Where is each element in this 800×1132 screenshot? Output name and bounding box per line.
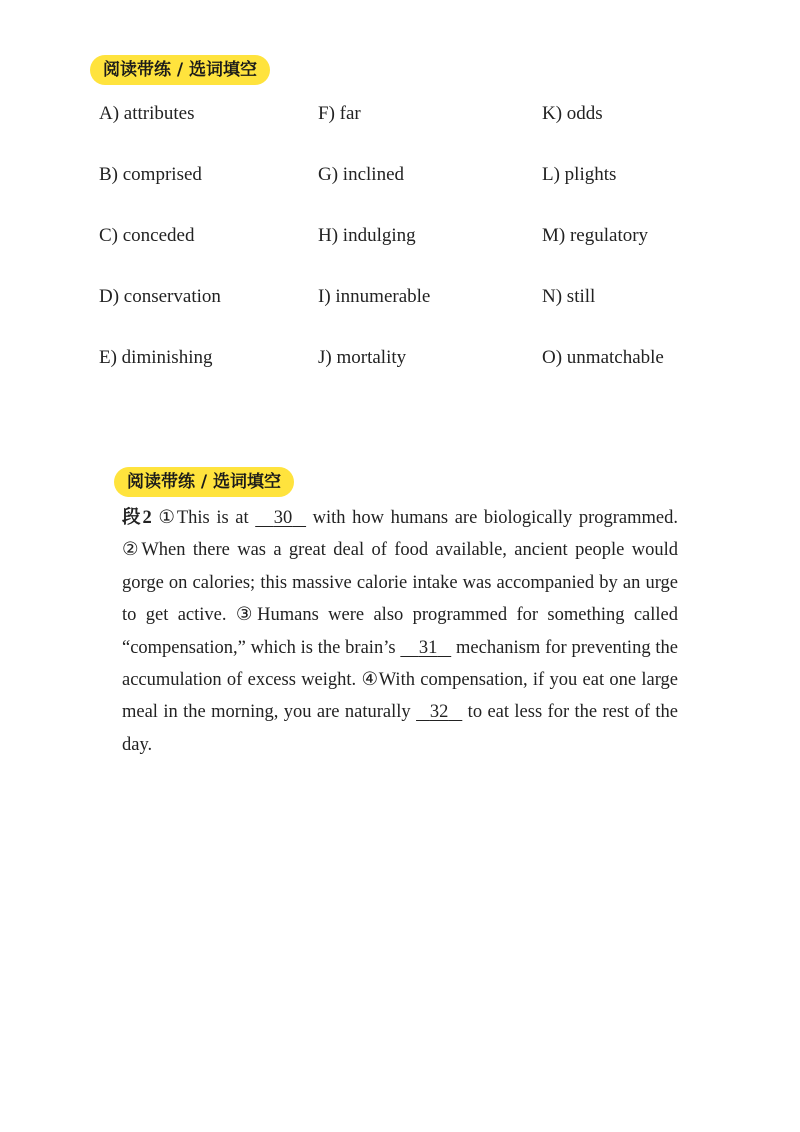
paragraph-label: 段2 xyxy=(122,508,152,528)
word-option-k: K) odds xyxy=(542,103,603,124)
sentence-1-end: with how humans are biologically programmed. xyxy=(306,508,678,528)
word-option-i: I) innumerable xyxy=(318,286,431,307)
sentence-3-start: ③Humans were also programmed for something called “compensation,” which is the brain’s xyxy=(122,605,679,658)
sentence-4-start: ④With compensation, if you eat one large meal in the morning, you are naturally xyxy=(122,670,678,723)
word-option-f: F) far xyxy=(318,103,361,124)
word-option-d: D) conservation xyxy=(99,286,221,307)
word-option-j: J) mortality xyxy=(318,347,407,368)
sentence-4-end: to eat less for the rest of the day. xyxy=(122,702,678,755)
sentence-2: ②When there was a great deal of food available, ancient people would gorge on calories; this massive calorie intake was accompanied by an urge to get active. xyxy=(122,540,678,626)
word-option-g: G) inclined xyxy=(318,164,405,185)
word-option-m: M) regulatory xyxy=(542,225,649,246)
word-option-e: E) diminishing xyxy=(99,347,213,368)
word-option-a: A) attributes xyxy=(99,103,195,124)
word-option-n: N) still xyxy=(542,286,596,307)
word-option-h: H) indulging xyxy=(318,225,416,246)
word-option-o: O) unmatchable xyxy=(542,347,664,368)
sentence-3-end: mechanism for preventing the accumulation of excess weight. xyxy=(122,637,678,691)
blank-31: 31 xyxy=(418,637,438,658)
word-option-b: B) comprised xyxy=(99,164,202,185)
section-tag-passage: 阅读带练 / 选词填空 xyxy=(114,467,294,497)
word-option-l: L) plights xyxy=(542,164,617,185)
reading-passage xyxy=(122,502,678,761)
sentence-1-start: ①This is at xyxy=(158,508,256,528)
blank-32: 32 xyxy=(429,702,449,723)
section-tag-word-bank: 阅读带练 / 选词填空 xyxy=(90,55,270,85)
word-option-c: C) conceded xyxy=(99,225,195,246)
blank-30: 30 xyxy=(273,508,293,528)
